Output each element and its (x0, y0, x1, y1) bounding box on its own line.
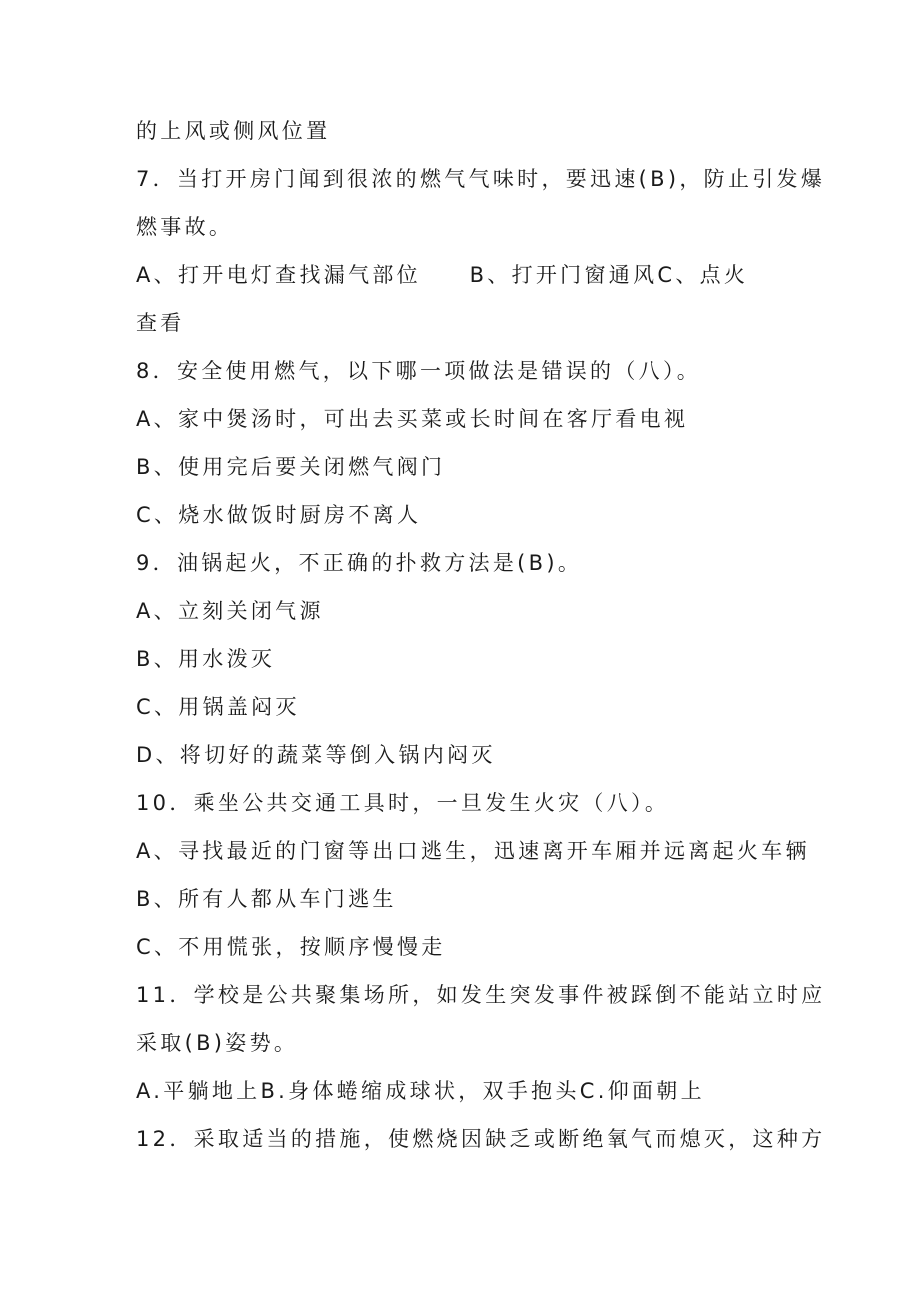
question-8-line: 8．安全使用燃气，以下哪一项做法是错误的（八）。 (136, 359, 702, 383)
question-8-option-c: C、烧水做饭时厨房不离人 (136, 503, 422, 527)
question-11-line-1: 11．学校是公共聚集场所，如发生突发事件被踩倒不能站立时应 (136, 983, 826, 1007)
question-9-option-a: A、立刻关闭气源 (136, 599, 324, 623)
question-12-line: 12．采取适当的措施，使燃烧因缺乏或断绝氧气而熄灭，这种方 (136, 1127, 826, 1151)
question-7-options: A、打开电灯查找漏气部位 B、打开门窗通风C、点火 (136, 263, 749, 287)
question-8-option-a: A、家中煲汤时，可出去买菜或长时间在客厅看电视 (136, 407, 689, 431)
question-9-option-d: D、将切好的蔬菜等倒入锅内闷灭 (136, 743, 496, 767)
question-10-line: 10．乘坐公共交通工具时，一旦发生火灾（八）。 (136, 791, 670, 815)
question-9-line: 9．油锅起火，不正确的扑救方法是(B)。 (136, 551, 583, 575)
question-10-option-c: C、不用慌张，按顺序慢慢走 (136, 935, 446, 959)
question-9-option-c: C、用锅盖闷灭 (136, 695, 300, 719)
text-line: 的上风或侧风位置 (136, 119, 331, 143)
question-7-line-2: 燃事故。 (136, 215, 234, 239)
question-7-line-1: 7．当打开房门闻到很浓的燃气气味时，要迅速(B)，防止引发爆 (136, 167, 826, 191)
question-10-option-a: A、寻找最近的门窗等出口逃生，迅速离开车厢并远离起火车辆 (136, 839, 810, 863)
question-11-line-2: 采取(B)姿势。 (136, 1031, 299, 1055)
question-10-option-b: B、所有人都从车门逃生 (136, 887, 397, 911)
question-7-options-cont: 查看 (136, 311, 185, 335)
question-11-options: A.平躺地上B.身体蜷缩成球状，双手抱头C.仰面朝上 (136, 1079, 705, 1103)
question-8-option-b: B、使用完后要关闭燃气阀门 (136, 455, 446, 479)
question-9-option-b: B、用水泼灭 (136, 647, 276, 671)
